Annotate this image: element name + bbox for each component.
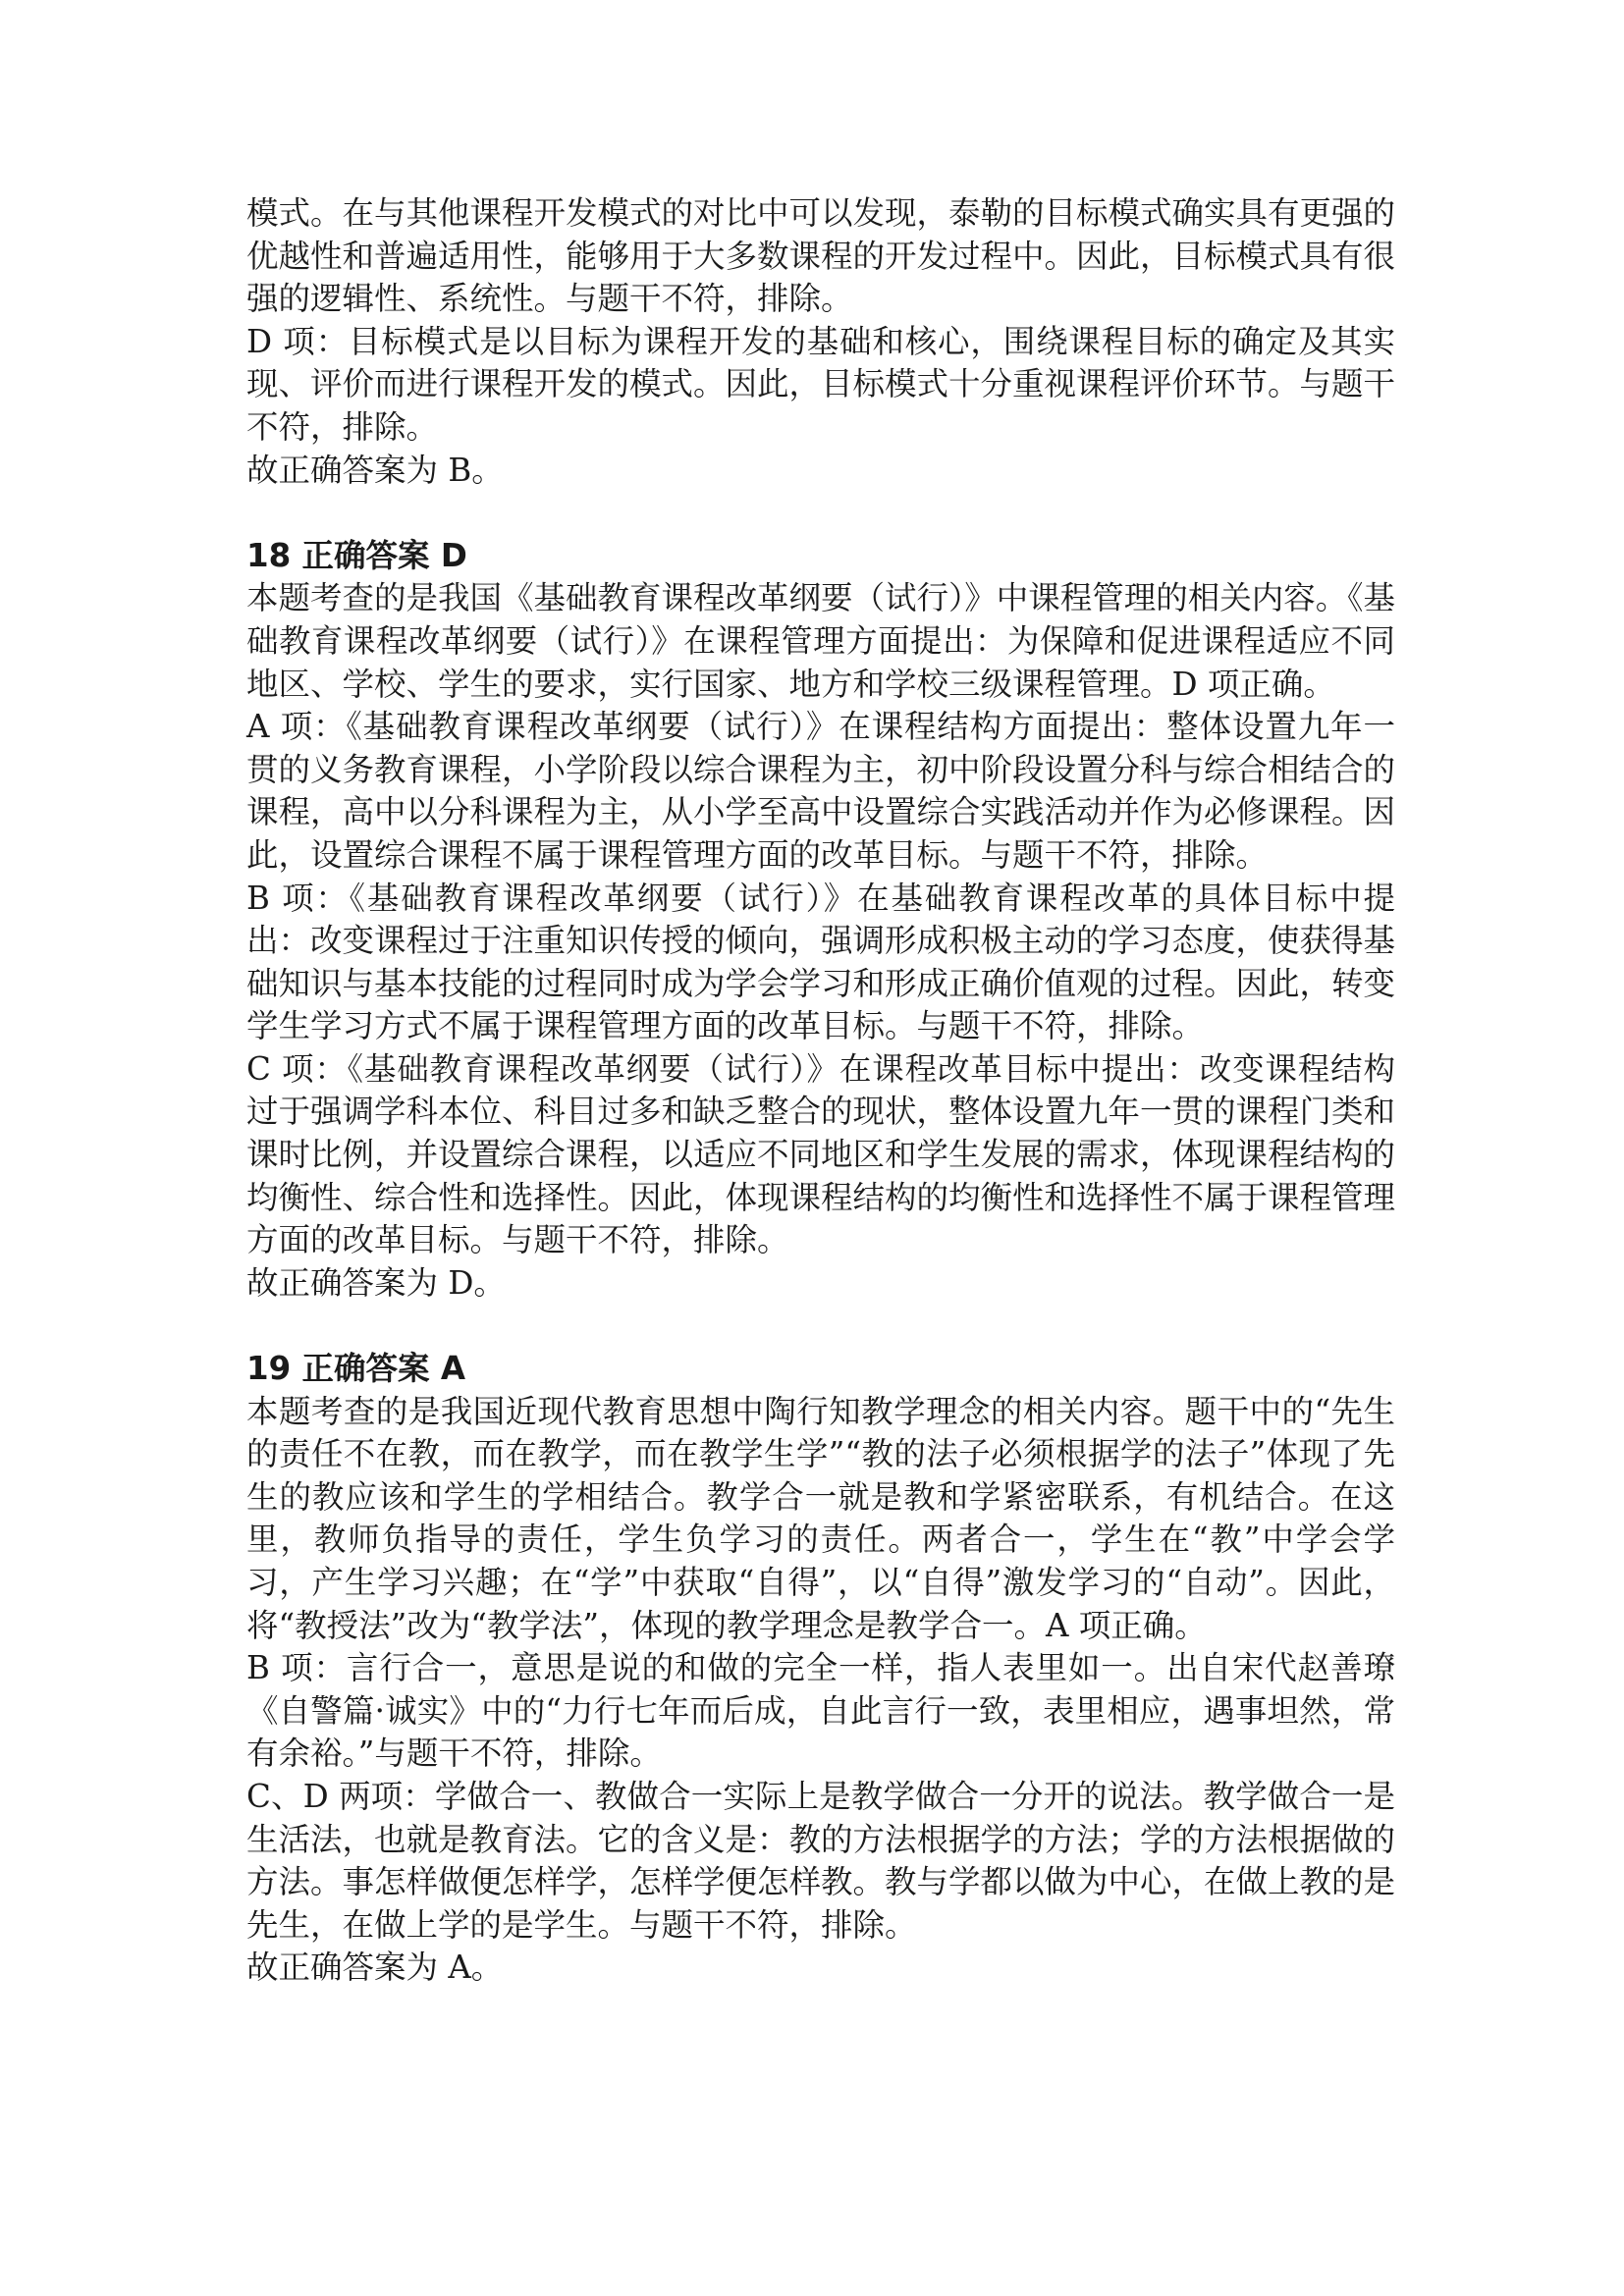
- paragraph: A 项：《基础教育课程改革纲要（试行）》在课程结构方面提出：整体设置九年一贯的义务教育课程，小学阶段以综合课程为主，初中阶段设置分科与综合相结合的课程，高中以分科课程为主，从小学至高中设置综合实践活动并作为必修课程。因此，设置综合课程不属于课程管理方面的改革目标。与题干不符，排除。: [246, 708, 1396, 874]
- paragraph: D 项：目标模式是以目标为课程开发的基础和核心，围绕课程目标的确定及其实现、评价而进行课程开发的模式。因此，目标模式十分重视课程评价环节。与题干不符，排除。: [246, 322, 1396, 446]
- paragraph: 本题考查的是我国《基础教育课程改革纲要（试行）》中课程管理的相关内容。《基础教育课程改革纲要（试行）》在课程管理方面提出：为保障和促进课程适应不同地区、学校、学生的要求，实行国家、地方和学校三级课程管理。D 项正确。: [246, 579, 1396, 703]
- question-heading: 18 正确答案 D: [246, 536, 467, 574]
- question-19-section: [246, 1348, 1395, 1990]
- paragraph: C 项：《基础教育课程改革纲要（试行）》在课程改革目标中提出：改变课程结构过于强调学科本位、科目过多和缺乏整合的现状，整体设置九年一贯的课程门类和课时比例，并设置综合课程，以适应不同地区和学生发展的需求，体现课程结构的均衡性、综合性和选择性。因此，体现课程结构的均衡性和选择性不属于课程管理方面的改革目标。与题干不符，排除。: [246, 1049, 1396, 1259]
- paragraph: C、D 两项：学做合一、教做合一实际上是教学做合一分开的说法。教学做合一是生活法，也就是教育法。它的含义是：教的方法根据学的方法；学的方法根据做的方法。事怎样做便怎样学，怎样学便怎样教。教与学都以做为中心，在做上教的是先生，在做上学的是学生。与题干不符，排除。: [246, 1777, 1396, 1944]
- paragraph: 模式。在与其他课程开发模式的对比中可以发现，泰勒的目标模式确实具有更强的优越性和普遍适用性，能够用于大多数课程的开发过程中。因此，目标模式具有很强的逻辑性、系统性。与题干不符，排除。: [246, 194, 1396, 318]
- paragraph: B 项：《基础教育课程改革纲要（试行）》在基础教育课程改革的具体目标中提出：改变课程过于注重知识传授的倾向，强调形成积极主动的学习态度，使获得基础知识与基本技能的过程同时成为学会学习和形成正确价值观的过程。因此，转变学生学习方式不属于课程管理方面的改革目标。与题干不符，排除。: [246, 879, 1396, 1045]
- answer-line: 故正确答案为 D。: [246, 1263, 506, 1302]
- section-gap: [246, 492, 1395, 535]
- document-page: [246, 192, 1395, 1990]
- section-gap: [246, 1305, 1395, 1348]
- intro-section: [246, 192, 1395, 492]
- paragraph: B 项：言行合一，意思是说的和做的完全一样，指人表里如一。出自宋代赵善璙《自警篇·诚实》中的“力行七年而后成，自此言行一致，表里相应，遇事坦然，常有余裕。”与题干不符，排除。: [246, 1649, 1395, 1773]
- question-18-section: [246, 535, 1395, 1306]
- answer-line: 故正确答案为 B。: [246, 451, 504, 489]
- paragraph: 本题考查的是我国近现代教育思想中陶行知教学理念的相关内容。题干中的“先生的责任不在教，而在教学，而在教学生学”“教的法子必须根据学的法子”体现了先生的教应该和学生的学相结合。教学合一就是教和学紧密联系，有机结合。在这里，教师负指导的责任，学生负学习的责任。两者合一，学生在“教”中学会学习，产生学习兴趣；在“学”中获取“自得”，以“自得”激发学习的“自动”。因此，将“教授法”改为“教学法”，体现的教学理念是教学合一。A 项正确。: [246, 1392, 1395, 1644]
- answer-line: 故正确答案为 A。: [246, 1949, 504, 1987]
- question-heading: 19 正确答案 A: [246, 1350, 466, 1388]
